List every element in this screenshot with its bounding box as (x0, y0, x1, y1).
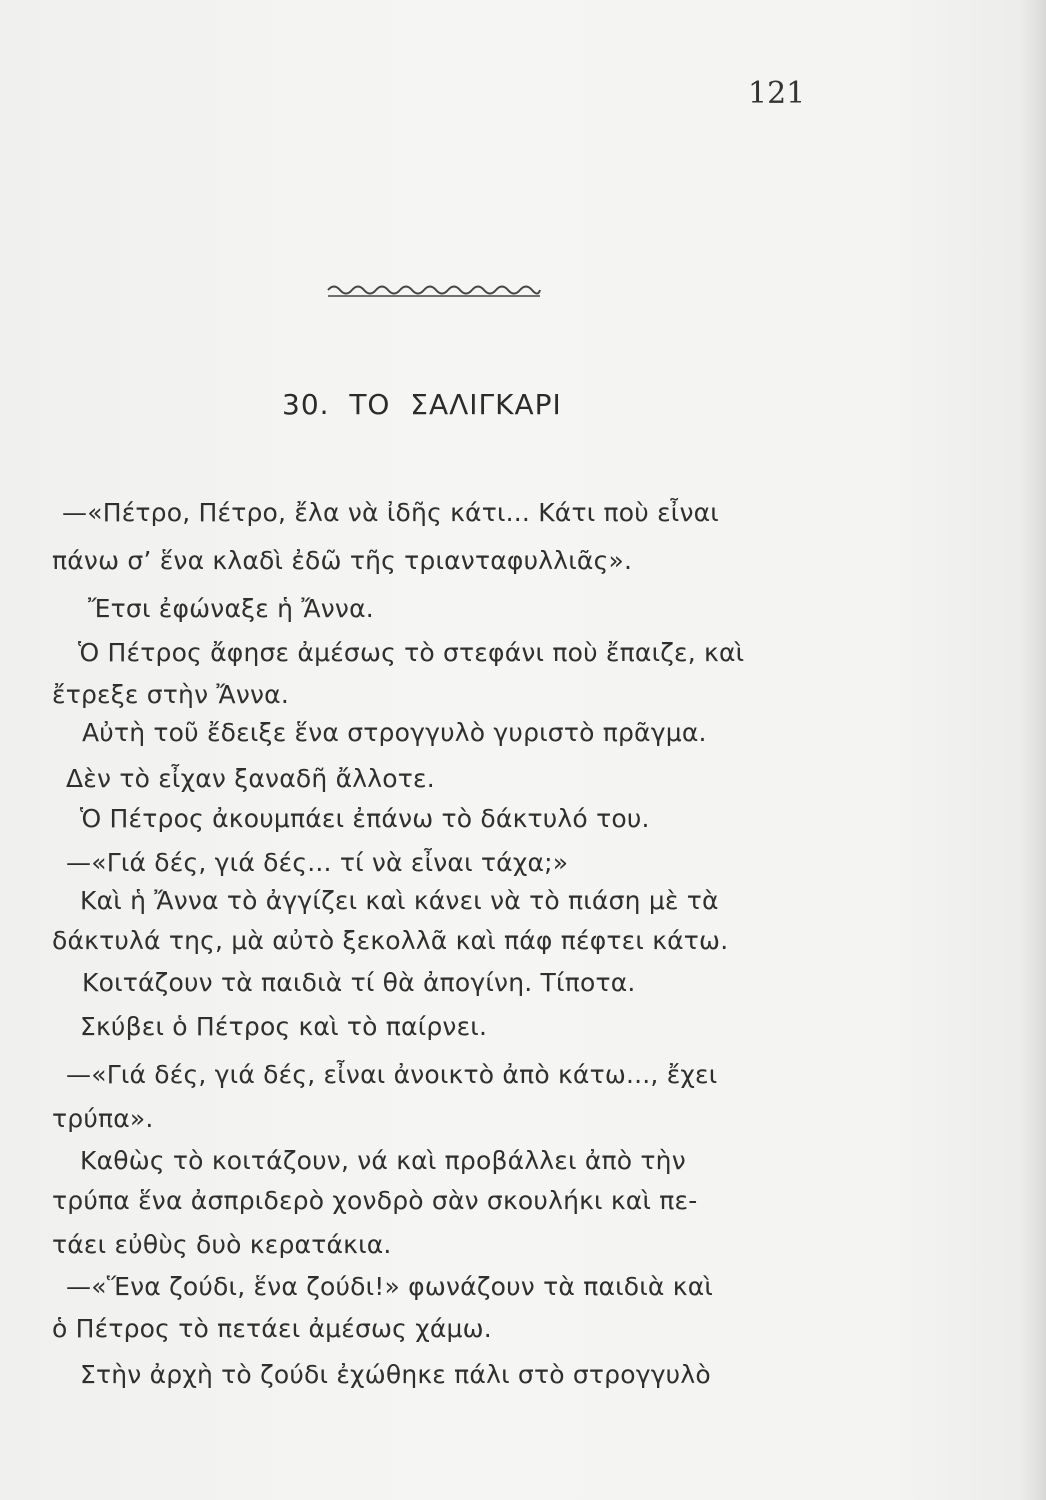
text-line: Ὁ Πέτρος ἄφησε ἀμέσως τὸ στεφάνι ποὺ ἔπαιζε, καὶ (78, 638, 745, 667)
text-line: Δὲν τὸ εἶχαν ξαναδῆ ἄλλοτε. (66, 764, 435, 793)
text-line: Στὴν ἀρχὴ τὸ ζούδι ἐχώθηκε πάλι στὸ στρογγυλὸ (80, 1360, 711, 1389)
text-line: ὁ Πέτρος τὸ πετάει ἀμέσως χάμω. (52, 1314, 492, 1343)
text-line: τρύπα». (52, 1104, 154, 1133)
text-line: Ὁ Πέτρος ἀκουμπάει ἐπάνω τὸ δάκτυλό του. (80, 804, 650, 833)
text-line: τάει εὐθὺς δυὸ κερατάκια. (52, 1230, 392, 1259)
text-line: —«Γιά δές, γιά δές... τί νὰ εἶναι τάχα;» (66, 848, 569, 877)
text-line: —«Ἕνα ζούδι, ἕνα ζούδι!» φωνάζουν τὰ παιδιὰ καὶ (66, 1272, 714, 1301)
page-number: 121 (748, 76, 806, 111)
text-line: Καθὼς τὸ κοιτάζουν, νά καὶ προβάλλει ἀπὸ τὴν (80, 1146, 686, 1175)
text-line: τρύπα ἕνα ἀσπριδερὸ χονδρὸ σὰν σκουλήκι καὶ πε- (52, 1186, 698, 1215)
text-line: πάνω σ’ ἕνα κλαδὶ ἐδῶ τῆς τριανταφυλλιᾶς». (52, 546, 633, 575)
text-line: Σκύβει ὁ Πέτρος καὶ τὸ παίρνει. (80, 1012, 488, 1041)
chapter-title: 30. ΤΟ ΣΑΛΙΓΚΑΡΙ (282, 388, 562, 421)
text-line: Ἔτσι ἐφώναξε ἡ Ἄννα. (88, 594, 374, 623)
decorative-border-ornament (326, 282, 542, 298)
text-line: δάκτυλά της, μὰ αὐτὸ ξεκολλᾶ καὶ πάφ πέφτει κάτω. (52, 926, 729, 955)
text-line: ἔτρεξε στὴν Ἄννα. (52, 680, 289, 709)
text-line: —«Πέτρο, Πέτρο, ἔλα νὰ ἰδῆς κάτι... Κάτι ποὺ εἶναι (62, 498, 719, 527)
text-line: Καὶ ἡ Ἄννα τὸ ἀγγίζει καὶ κάνει νὰ τὸ πιάση μὲ τὰ (80, 886, 719, 915)
text-line: —«Γιά δές, γιά δές, εἶναι ἀνοικτὸ ἀπὸ κάτω..., ἔχει (66, 1060, 718, 1089)
text-line: Αὐτὴ τοῦ ἔδειξε ἕνα στρογγυλὸ γυριστὸ πρᾶγμα. (82, 718, 707, 747)
page-edge-shadow (1020, 0, 1046, 1500)
text-line: Κοιτάζουν τὰ παιδιὰ τί θὰ ἀπογίνη. Τίποτα. (82, 968, 636, 997)
